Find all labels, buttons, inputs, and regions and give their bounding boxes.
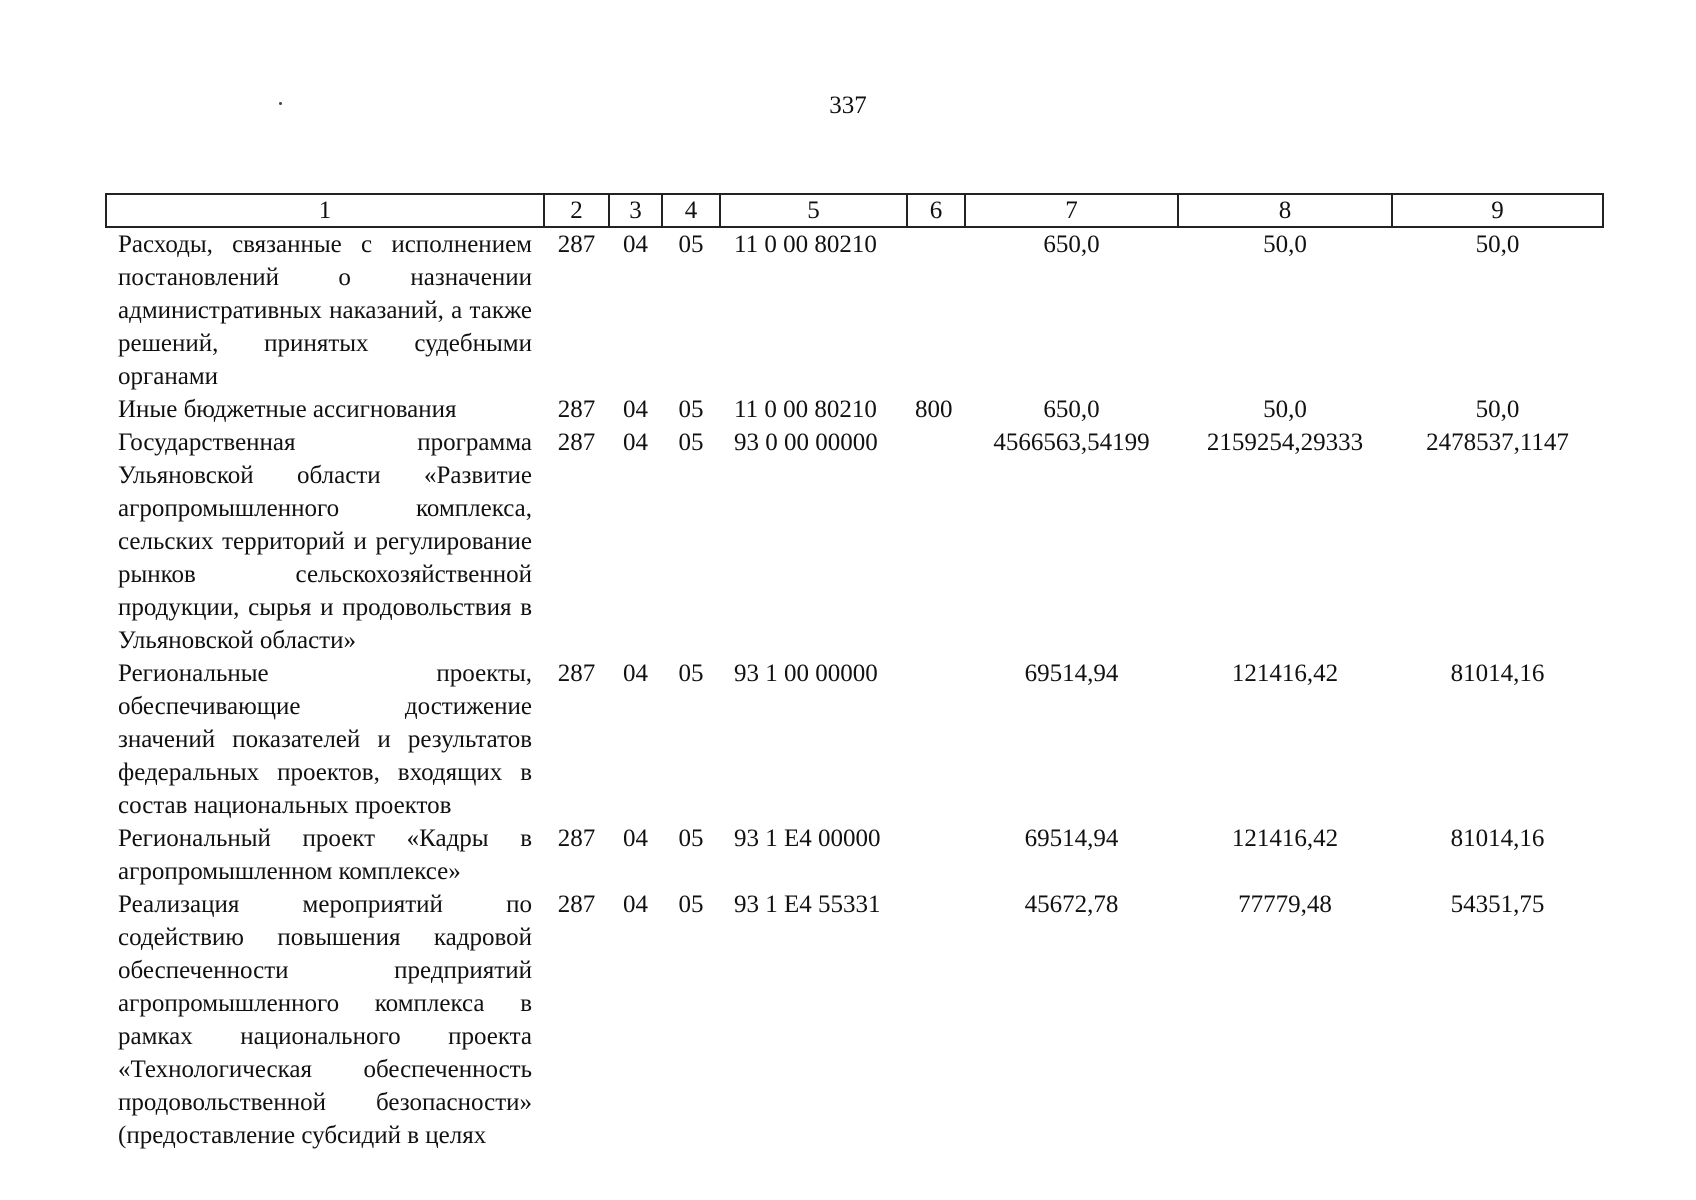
- cell-amount-9: 81014,16: [1450, 660, 1545, 687]
- cell-admin-code: 287: [557, 825, 596, 852]
- cell-subsection: 05: [678, 891, 704, 918]
- cell-section: 04: [623, 660, 648, 687]
- table-row: [106, 426, 1603, 657]
- cell-expense-type: [907, 657, 965, 822]
- cell-expense-type: 800: [915, 396, 953, 423]
- cell-amount-8: 121416,42: [1231, 825, 1339, 852]
- cell-amount-7: 69514,94: [1024, 660, 1119, 687]
- cell-section: 04: [623, 396, 648, 423]
- cell-section: 04: [623, 231, 648, 258]
- cell-amount-8: 50,0: [1263, 231, 1307, 258]
- cell-amount-7: 650,0: [1043, 396, 1100, 423]
- cell-target-article: 93 1 00 00000: [734, 660, 878, 687]
- column-header: 9: [1392, 194, 1603, 227]
- header-row: [106, 194, 1603, 227]
- cell-amount-7: 69514,94: [1024, 825, 1119, 852]
- cell-admin-code: 287: [557, 396, 596, 423]
- row-description: Реализация мероприятий по содействию повышения кадровой обеспеченности предприятий агропромышленного комплекса в рамках национального проекта «Технологическая обеспеченность продовольственной безопасности» (предоставление субсидий в целях: [118, 891, 532, 1149]
- column-header: 6: [907, 194, 965, 227]
- cell-amount-9: 81014,16: [1450, 825, 1545, 852]
- cell-admin-code: 287: [557, 660, 596, 687]
- table-row: [106, 393, 1603, 426]
- column-header: 8: [1178, 194, 1392, 227]
- cell-amount-9: 54351,75: [1450, 891, 1545, 918]
- table-row: [106, 227, 1603, 393]
- row-description: Региональные проекты, обеспечивающие достижение значений показателей и результатов федеральных проектов, входящих в состав национальных проектов: [118, 660, 532, 819]
- cell-amount-8: 2159254,29333: [1206, 429, 1364, 456]
- cell-section: 04: [623, 891, 648, 918]
- row-description: Иные бюджетные ассигнования: [118, 396, 457, 423]
- cell-expense-type: [907, 227, 965, 393]
- cell-subsection: 05: [678, 231, 704, 258]
- cell-amount-9: 50,0: [1475, 396, 1520, 423]
- row-description: Региональный проект «Кадры в агропромышленном комплексе»: [118, 825, 532, 885]
- cell-expense-type: [907, 888, 965, 1152]
- cell-amount-8: 121416,42: [1231, 660, 1339, 687]
- cell-amount-7: 650,0: [1043, 231, 1100, 258]
- cell-target-article: 11 0 00 80210: [734, 396, 877, 423]
- column-header: 2: [544, 194, 609, 227]
- cell-target-article: 93 1 Е4 55331: [734, 891, 881, 918]
- cell-target-article: 93 1 Е4 00000: [734, 825, 881, 852]
- cell-amount-7: 45672,78: [1024, 891, 1119, 918]
- cell-subsection: 05: [678, 396, 704, 423]
- cell-target-article: 11 0 00 80210: [734, 231, 877, 258]
- cell-subsection: 05: [678, 429, 704, 456]
- table-row: [106, 822, 1603, 888]
- table-row: [106, 657, 1603, 822]
- row-description: Расходы, связанные с исполнением постановлений о назначении административных наказаний, а также решений, принятых судебными органами: [118, 231, 532, 390]
- cell-expense-type: [907, 426, 965, 657]
- cell-admin-code: 287: [557, 891, 596, 918]
- page-number: 337: [829, 92, 867, 119]
- cell-expense-type: [907, 822, 965, 888]
- cell-amount-8: 77779,48: [1238, 891, 1332, 918]
- row-description: Государственная программа Ульяновской области «Развитие агропромышленного комплекса, сельских территорий и регулирование рынков сельскохозяйственной продукции, сырья и продовольствия в Ульяновской области»: [118, 429, 532, 654]
- scan-speck: [279, 102, 282, 105]
- cell-subsection: 05: [678, 825, 704, 852]
- cell-amount-9: 50,0: [1475, 231, 1520, 258]
- column-header: 3: [609, 194, 662, 227]
- cell-admin-code: 287: [557, 429, 596, 456]
- cell-amount-9: 2478537,1147: [1426, 429, 1569, 456]
- cell-section: 04: [623, 429, 648, 456]
- cell-admin-code: 287: [557, 231, 596, 258]
- cell-target-article: 93 0 00 00000: [734, 429, 878, 456]
- budget-table: [105, 193, 1604, 1152]
- cell-section: 04: [623, 825, 648, 852]
- column-header: 4: [662, 194, 720, 227]
- cell-amount-7: 4566563,54199: [993, 429, 1150, 456]
- column-header: 5: [720, 194, 907, 227]
- column-header: 1: [106, 194, 544, 227]
- cell-subsection: 05: [678, 660, 704, 687]
- table-row: [106, 888, 1603, 1152]
- cell-amount-8: 50,0: [1263, 396, 1307, 423]
- column-header: 7: [965, 194, 1178, 227]
